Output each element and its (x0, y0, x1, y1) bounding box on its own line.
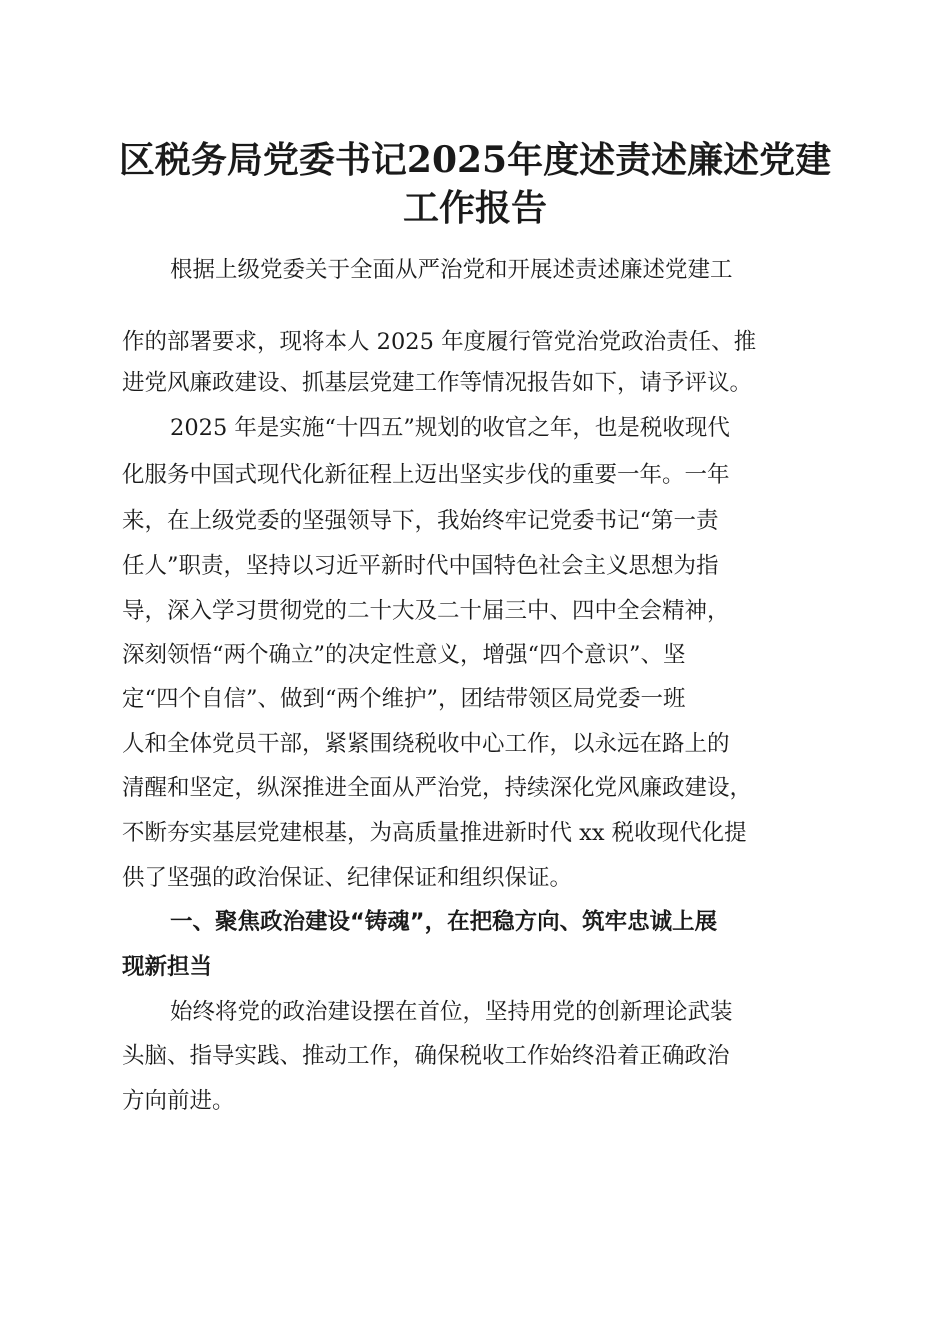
text-line: 供了坚强的政治保证、纪律保证和组织保证。 (122, 865, 573, 891)
text-line: 头脑、指导实践、推动工作，确保税收工作始终沿着正确政治 (122, 1043, 730, 1069)
text-line: 作的部署要求，现将本人 2025 年度履行管党治党政治责任、推 (122, 329, 757, 355)
section-heading-line: 现新担当 (122, 954, 213, 980)
title-line-2: 工作报告 (402, 187, 547, 229)
text-line: 导，深入学习贯彻党的二十大及二十届三中、四中全会精神， (122, 598, 730, 624)
text-line: 2025 年是实施“十四五”规划的收官之年，也是税收现代 (170, 415, 730, 441)
text-line: 清醒和坚定，纵深推进全面从严治党，持续深化党风廉政建设， (122, 775, 753, 801)
text-line: 根据上级党委关于全面从严治党和开展述责述廉述党建工 (170, 257, 733, 283)
text-line: 来，在上级党委的坚强领导下，我始终牢记党委书记“第一责 (122, 508, 719, 534)
text-line: 进党风廉政建设、抓基层党建工作等情况报告如下，请予评议。 (122, 370, 753, 396)
text-line: 任人”职责，坚持以习近平新时代中国特色社会主义思想为指 (122, 553, 719, 579)
text-line: 不断夯实基层党建根基，为高质量推进新时代 xx 税收现代化提 (122, 820, 747, 846)
title-line-1: 区税务局党委书记2025年度述责述廉述党建 (118, 139, 832, 181)
text-line: 化服务中国式现代化新征程上迈出坚实步伐的重要一年。一年 (122, 462, 730, 488)
text-line: 始终将党的政治建设摆在首位，坚持用党的创新理论武装 (170, 999, 733, 1025)
text-line: 定“四个自信”、做到“两个维护”，团结带领区局党委一班 (122, 686, 686, 712)
section-heading-line: 一、聚焦政治建设“铸魂”，在把稳方向、筑牢忠诚上展 (170, 909, 718, 935)
document-title (100, 136, 850, 232)
text-line: 深刻领悟“两个确立”的决定性意义，增强“四个意识”、坚 (122, 642, 686, 668)
text-line: 方向前进。 (122, 1088, 235, 1114)
text-line: 人和全体党员干部，紧紧围绕税收中心工作，以永远在路上的 (122, 731, 730, 757)
